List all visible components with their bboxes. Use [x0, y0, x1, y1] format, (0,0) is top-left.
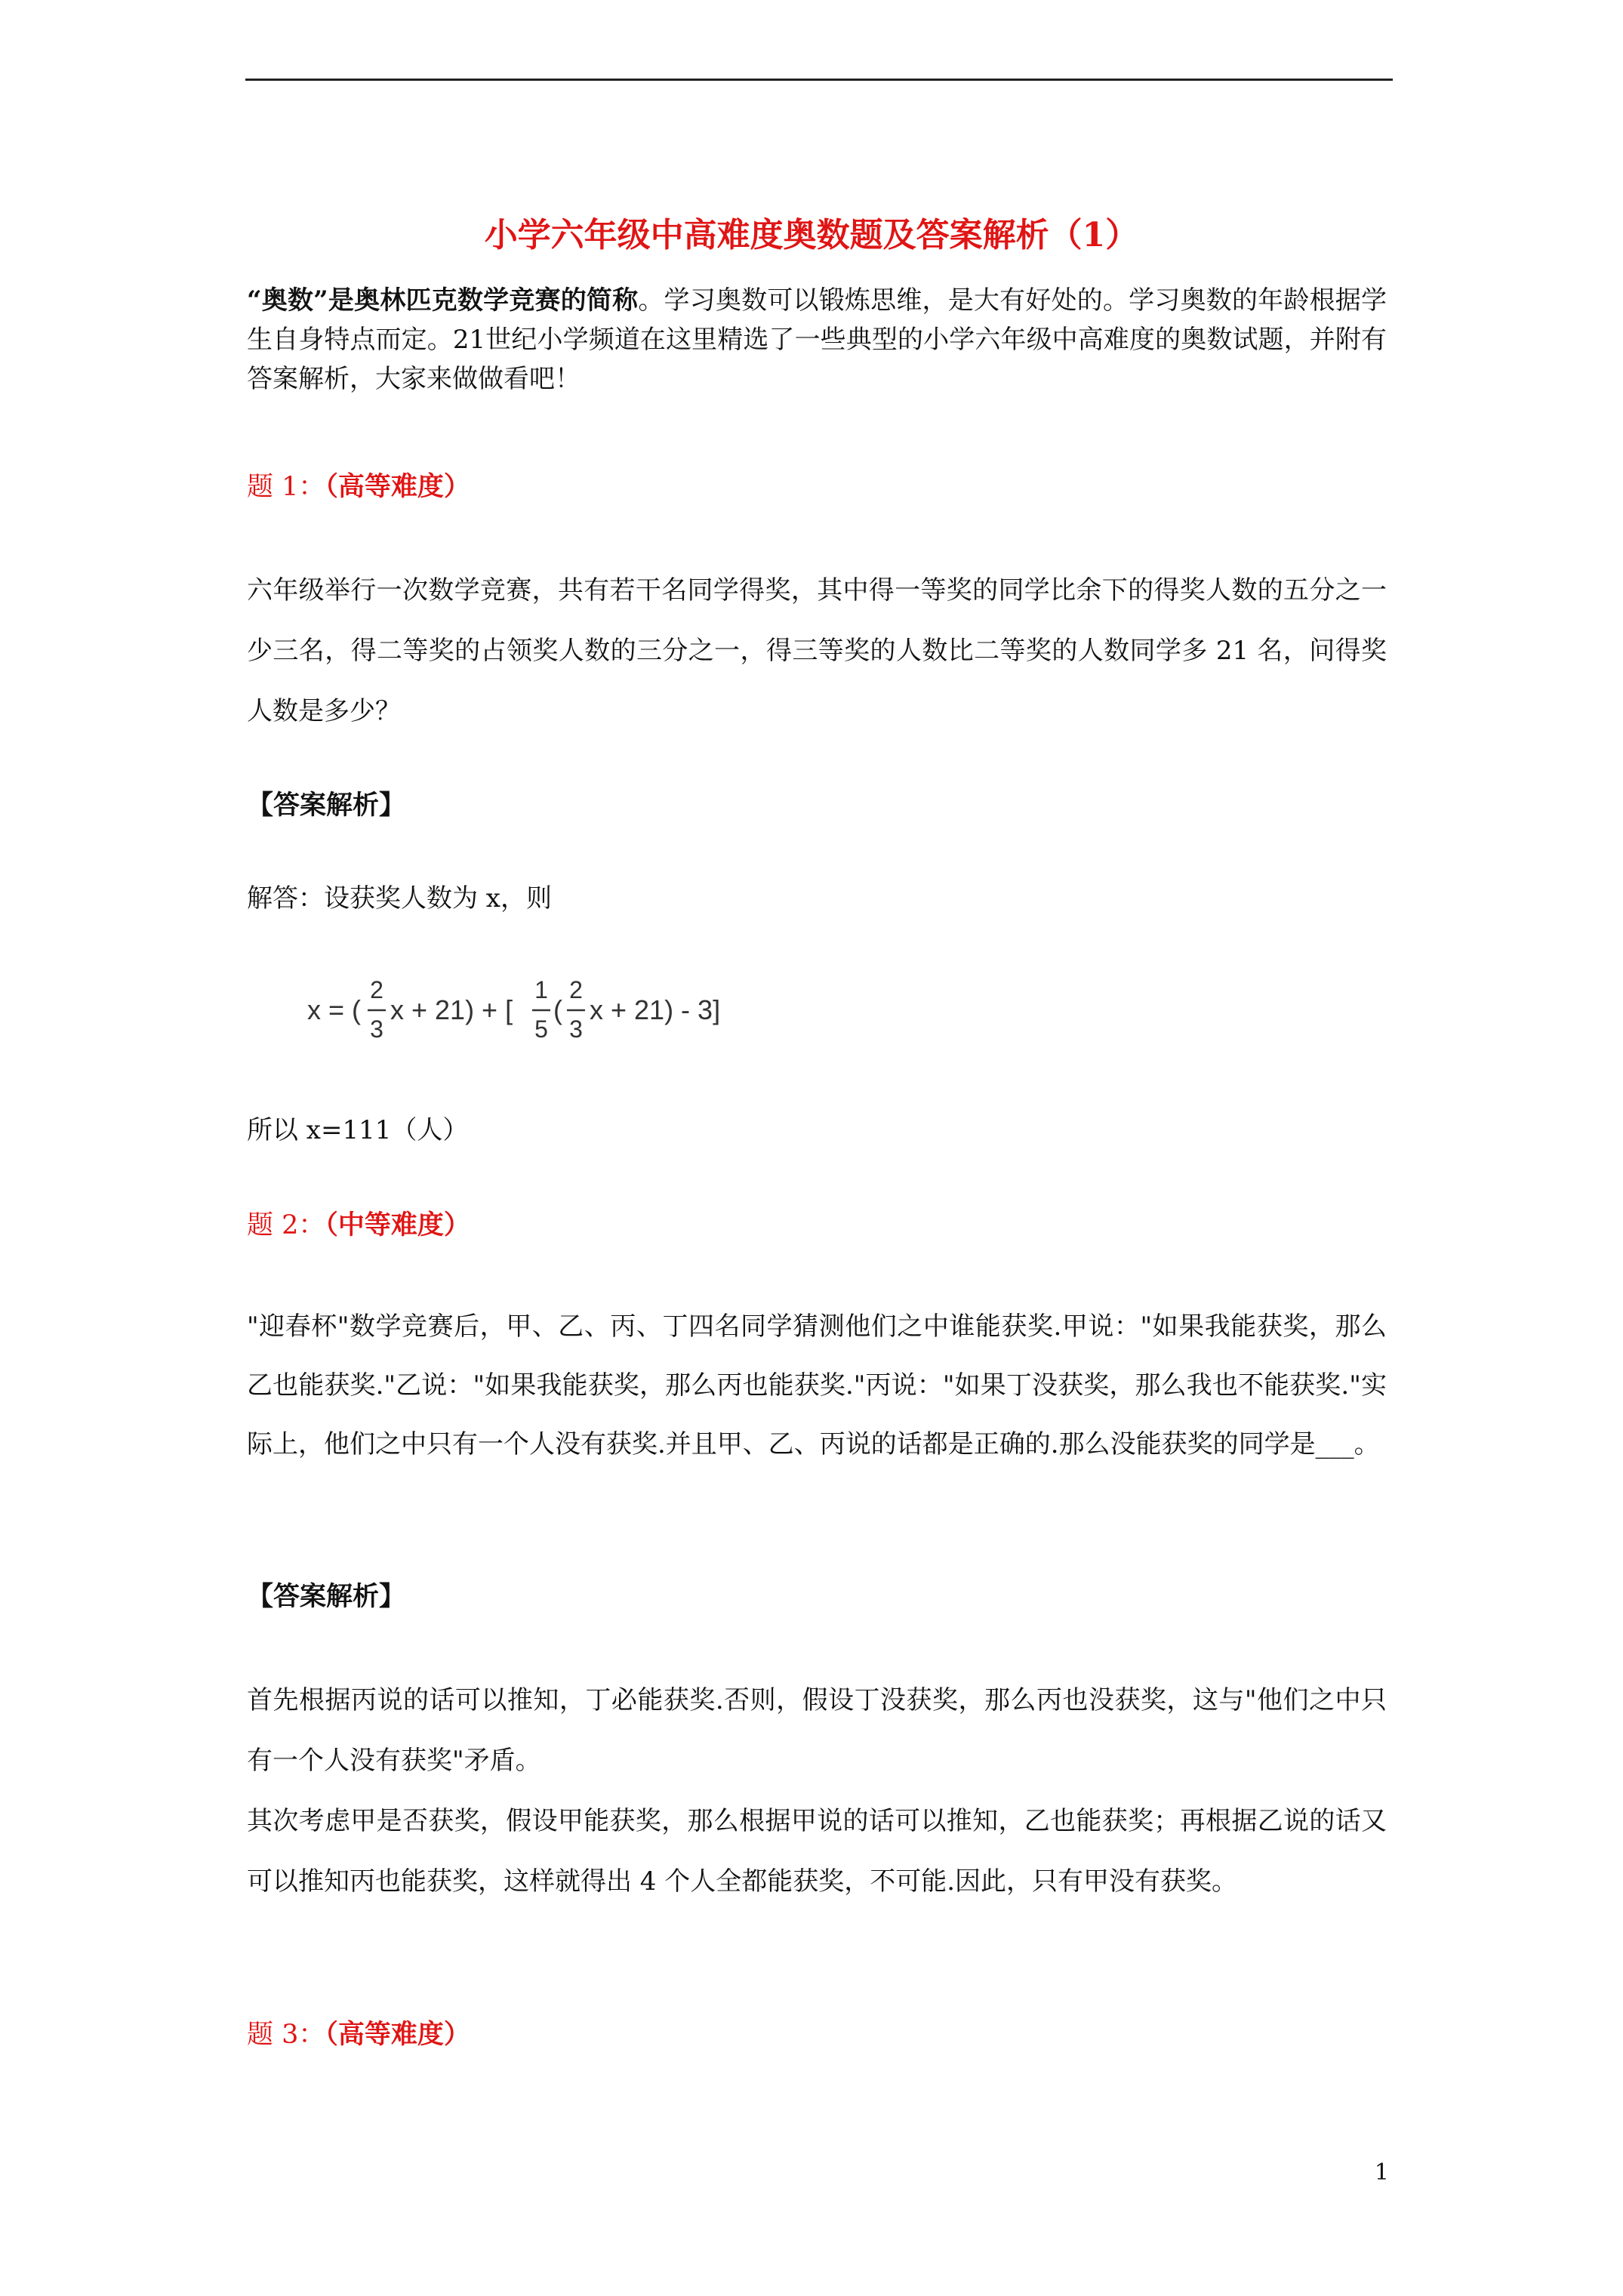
q1-result: 所以 x=111（人） — [247, 1115, 469, 1145]
q2-solution-p1: 首先根据丙说的话可以推知，丁必能获奖.否则，假设丁没获奖，那么丙也没获奖，这与"他们之中只有一个人没有获奖"矛盾。 — [247, 1685, 1387, 1776]
formula-frac3-num: 2 — [569, 976, 583, 1003]
q3-heading — [247, 2016, 470, 2054]
q1-difficulty: （高等难度） — [325, 471, 470, 502]
formula-frac2-den: 5 — [534, 1015, 548, 1043]
intro-paragraph — [247, 281, 1387, 399]
formula-frac1-den: 3 — [370, 1015, 383, 1043]
document-title: 小学六年级中高难度奥数题及答案解析（1） — [484, 216, 1139, 254]
formula-tail: x + 21) - 3] — [590, 994, 721, 1025]
formula-frac1-num: 2 — [370, 976, 383, 1003]
q2-text: "迎春杯"数学竞赛后，甲、乙、丙、丁四名同学猜测他们之中谁能获奖.甲说："如果我能获奖，那么乙也能获奖."乙说："如果我能获奖，那么丙也能获奖."丙说："如果丁没获奖，那么我也不能获奖."实际上，他们之中只有一个人没有获奖.并且甲、乙、丙说的话都是正确的.那么没能获奖的同学是___。 — [247, 1311, 1387, 1459]
q1-answer-label: 【答案解析】 — [247, 790, 406, 821]
formula-mid1: x + 21) + [ — [390, 994, 513, 1025]
q2-heading — [247, 1207, 470, 1244]
formula-frac3-den: 3 — [569, 1015, 583, 1043]
header-rule — [245, 79, 1393, 81]
q1-label: 题 1： — [247, 472, 325, 502]
formula-frac2-num: 1 — [534, 976, 548, 1003]
q3-label: 题 3： — [247, 2020, 325, 2050]
q1-text: 六年级举行一次数学竞赛，共有若干名同学得奖，其中得一等奖的同学比余下的得奖人数的五分之一少三名，得二等奖的占领奖人数的三分之一，得三等奖的人数比二等奖的人数同学多 21 名，问得奖人数是多少？ — [247, 575, 1387, 726]
q2-answer-label: 【答案解析】 — [247, 1581, 406, 1612]
intro-lead: “奥数”是奥林匹克数学竞赛的简称 — [247, 285, 639, 316]
q3-difficulty: （高等难度） — [325, 2019, 470, 2050]
q1-formula — [307, 968, 836, 1051]
formula-mid2: ( — [553, 994, 562, 1025]
page-number: 1 — [1374, 2159, 1389, 2186]
intro-rest: 。学习奥数可以锻炼思维，是大有好处的。学习奥数的年龄根据学生自身特点而定。21世纪小学频道在这里精选了一些典型的小学六年级中高难度的奥数试题，并附有答案解析，大家来做做看吧！ — [247, 285, 1387, 394]
q2-difficulty: （中等难度） — [325, 1210, 470, 1240]
q2-solution-p2: 其次考虑甲是否获奖，假设甲能获奖，那么根据甲说的话可以推知，乙也能获奖；再根据乙说的话又可以推知丙也能获奖，这样就得出 4 个人全都能获奖，不可能.因此，只有甲没有获奖。 — [247, 1806, 1387, 1897]
formula-lhs: x = ( — [307, 994, 362, 1025]
q1-heading — [247, 468, 470, 506]
q2-label: 题 2： — [247, 1210, 325, 1240]
q1-solution-intro: 解答：设获奖人数为 x，则 — [247, 883, 552, 914]
